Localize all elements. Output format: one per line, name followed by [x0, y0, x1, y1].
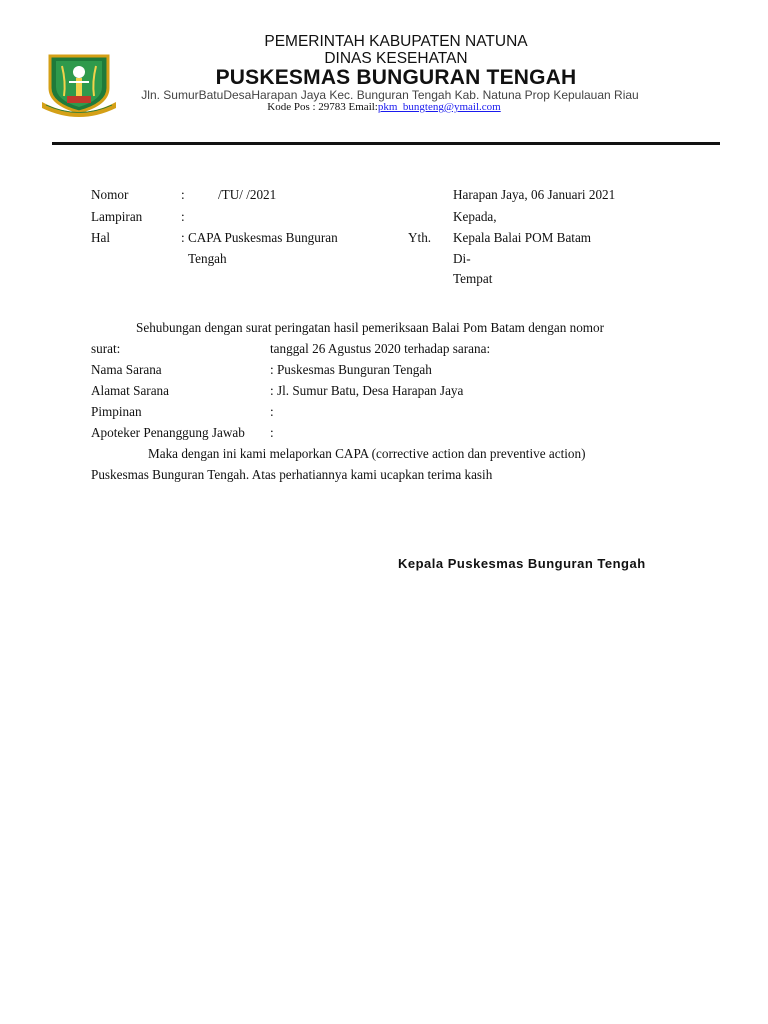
paragraph-1-line-1: Sehubungan dengan surat peringatan hasil pemeriksaan Balai Pom Batam dengan nomor	[136, 320, 605, 335]
postal-code: Kode Pos : 29783 Email:	[267, 101, 378, 113]
letterhead-government: PEMERINTAH KABUPATEN NATUNA	[264, 33, 528, 50]
field-value-apoteker: :	[270, 425, 274, 440]
paragraph-2-line-2: Puskesmas Bunguran Tengah. Atas perhatiannya kami ucapkan terima kasih	[91, 467, 493, 482]
lampiran-colon: :	[181, 209, 185, 224]
kepada-label: Kepada,	[453, 209, 497, 224]
field-label-apoteker: Apoteker Penanggung Jawab	[91, 425, 245, 440]
yth-label: Yth.	[408, 230, 432, 245]
hal-value-continued: Tengah	[188, 251, 227, 266]
field-value-alamat-sarana: : Jl. Sumur Batu, Desa Harapan Jaya	[270, 383, 464, 398]
paragraph-1-tanggal: tanggal 26 Agustus 2020 terhadap sarana:	[270, 341, 491, 356]
letter-date: Harapan Jaya, 06 Januari 2021	[453, 187, 616, 202]
signature-title: Kepala Puskesmas Bunguran Tengah	[398, 556, 646, 571]
tempat-label: Tempat	[453, 271, 493, 286]
email-link[interactable]: pkm_bungteng@ymail.com	[377, 101, 501, 113]
nomor-value: /TU/ /2021	[218, 187, 277, 202]
letterhead-postal	[0, 101, 768, 113]
letterhead-title: PUSKESMAS BUNGURAN TENGAH	[215, 66, 577, 89]
di-label: Di-	[453, 251, 471, 266]
paragraph-2-line-1: Maka dengan ini kami melaporkan CAPA (corrective action dan preventive action)	[148, 446, 586, 461]
nomor-colon: :	[181, 187, 185, 202]
field-label-pimpinan: Pimpinan	[91, 404, 142, 419]
nomor-label: Nomor	[91, 187, 129, 202]
field-value-nama-sarana: : Puskesmas Bunguran Tengah	[270, 362, 432, 377]
field-label-alamat-sarana: Alamat Sarana	[91, 383, 169, 398]
field-value-pimpinan: :	[270, 404, 274, 419]
hal-label: Hal	[91, 230, 111, 245]
letterhead-divider	[52, 142, 720, 145]
letterhead-address: Jln. SumurBatuDesaHarapan Jaya Kec. Bunguran Tengah Kab. Natuna Prop Kepulauan Riau	[141, 88, 639, 102]
lampiran-label: Lampiran	[91, 209, 143, 224]
hal-value: : CAPA Puskesmas Bunguran	[181, 230, 338, 245]
field-label-nama-sarana: Nama Sarana	[91, 362, 162, 377]
recipient-name: Kepala Balai POM Batam	[453, 230, 592, 245]
paragraph-1-surat: surat:	[91, 341, 121, 356]
letterhead-department: DINAS KESEHATAN	[324, 50, 468, 67]
